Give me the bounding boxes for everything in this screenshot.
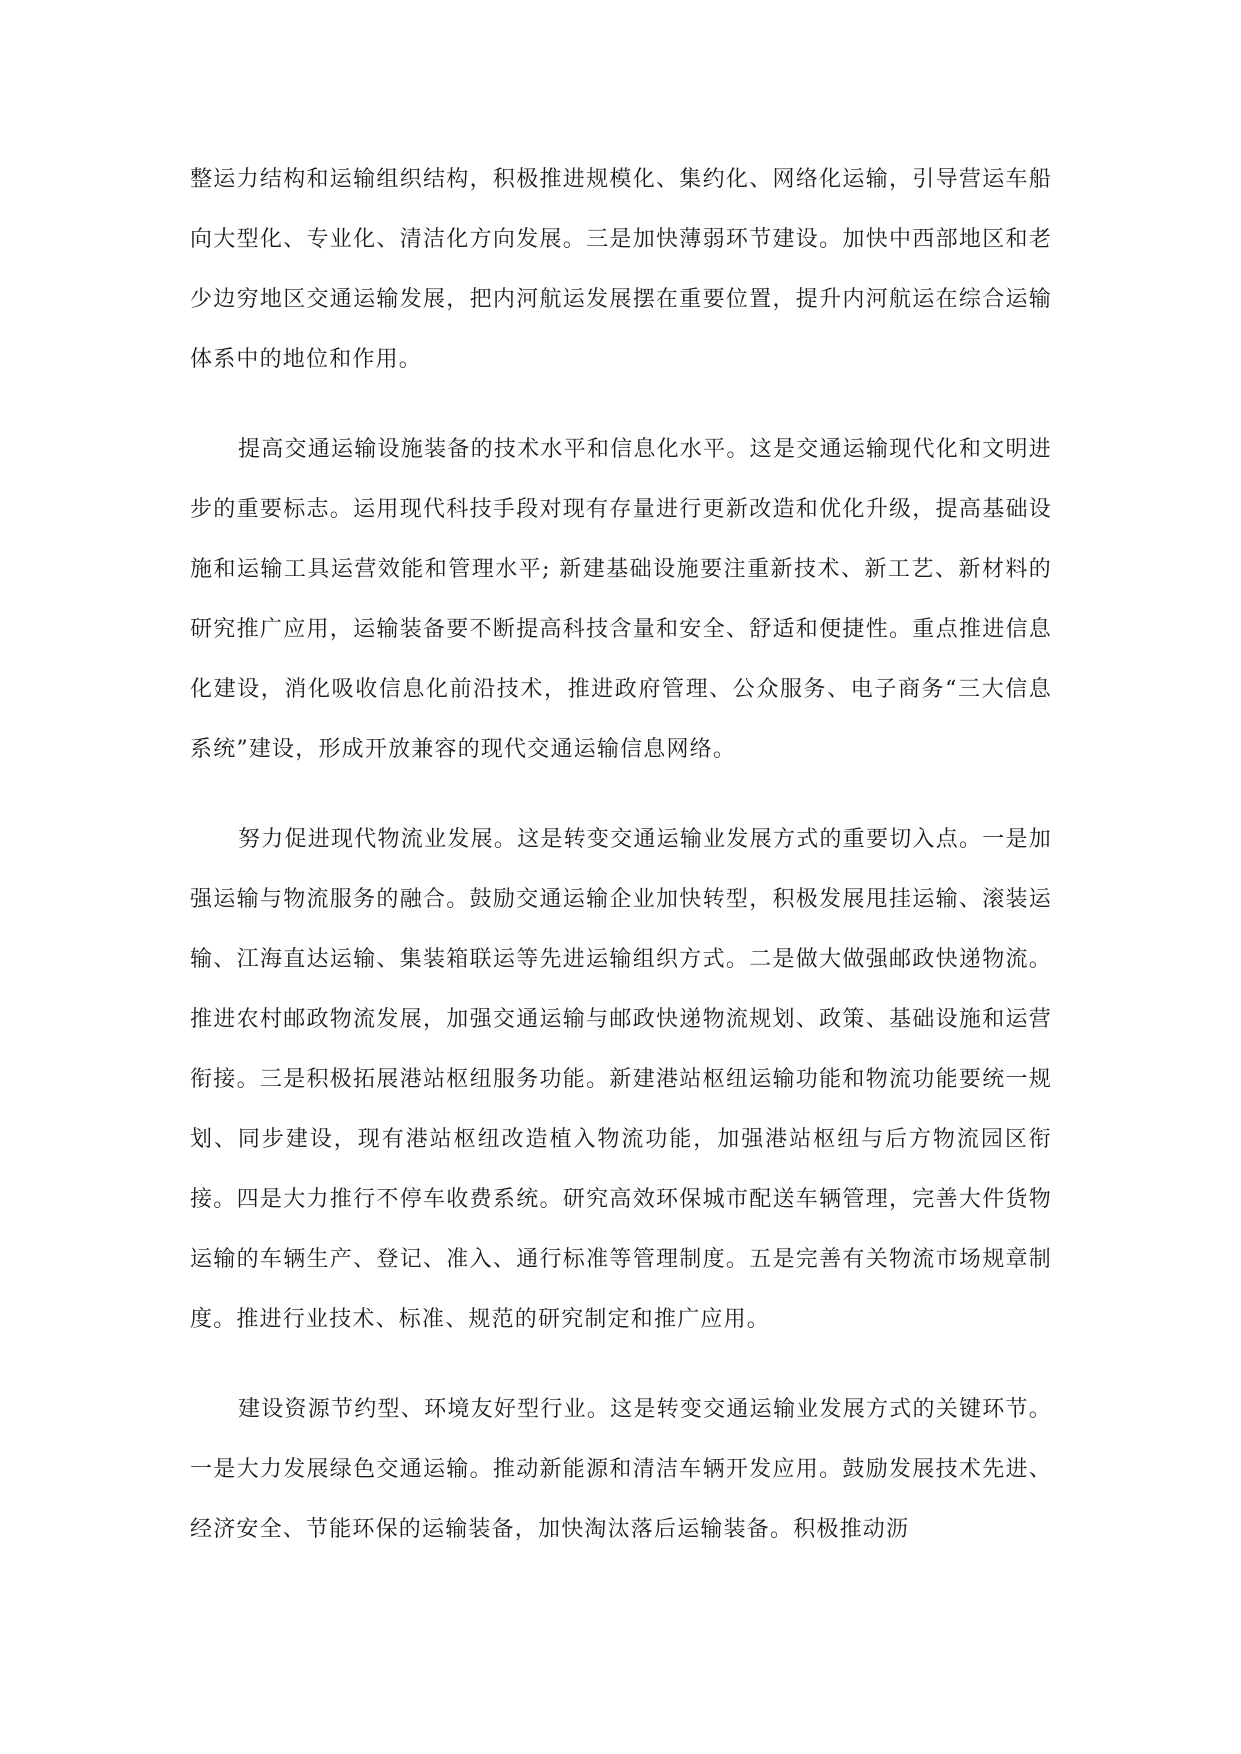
paragraph-4: 建设资源节约型、环境友好型行业。这是转变交通运输业发展方式的关键环节。一是大力发展绿色交通运输。推动新能源和清洁车辆开发应用。鼓励发展技术先进、经济安全、节能环保的运输装备，加快淘汰落后运输装备。积极推动沥	[190, 1397, 1052, 1542]
document-body	[190, 150, 1052, 1590]
paragraph-1: 整运力结构和运输组织结构，积极推进规模化、集约化、网络化运输，引导营运车船向大型化、专业化、清洁化方向发展。三是加快薄弱环节建设。加快中西部地区和老少边穷地区交通运输发展，把内河航运发展摆在重要位置，提升内河航运在综合运输体系中的地位和作用。	[190, 167, 1052, 372]
paragraph-2: 提高交通运输设施装备的技术水平和信息化水平。这是交通运输现代化和文明进步的重要标志。运用现代科技手段对现有存量进行更新改造和优化升级，提高基础设施和运输工具运营效能和管理水平; 新建基础设施要注重新技术、新工艺、新材料的研究推广应用，运输装备要不断提高科技含量和安全、舒适和便捷性。重点推进信息化建设，消化吸收信息化前沿技术，推进政府管理、公众服务、电子商务“三大信息系统”建设，形成开放兼容的现代交通运输信息网络。	[190, 437, 1052, 762]
paragraph-3: 努力促进现代物流业发展。这是转变交通运输业发展方式的重要切入点。一是加强运输与物流服务的融合。鼓励交通运输企业加快转型，积极发展甩挂运输、滚装运输、江海直达运输、集装箱联运等先进运输组织方式。二是做大做强邮政快递物流。推进农村邮政物流发展，加强交通运输与邮政快递物流规划、政策、基础设施和运营衔接。三是积极拓展港站枢纽服务功能。新建港站枢纽运输功能和物流功能要统一规划、同步建设，现有港站枢纽改造植入物流功能，加强港站枢纽与后方物流园区衔接。四是大力推行不停车收费系统。研究高效环保城市配送车辆管理，完善大件货物运输的车辆生产、登记、准入、通行标准等管理制度。五是完善有关物流市场规章制度。推进行业技术、标准、规范的研究制定和推广应用。	[190, 827, 1052, 1332]
